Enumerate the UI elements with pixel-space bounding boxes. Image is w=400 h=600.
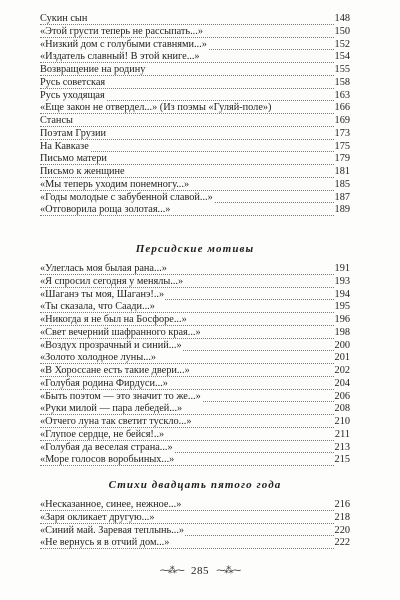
toc-entry-title: «Низкий дом с голубыми ставнями...» [40,38,207,50]
ornament-left-icon: ⁓⁂⁓ [159,565,184,575]
toc-entry [40,204,350,217]
toc-entry [40,340,350,353]
toc-entry-title: Русь уходящая [40,89,105,101]
toc-entry-title: «Воздух прозрачный и синий...» [40,339,182,351]
toc-entry [40,128,350,141]
toc-entry [40,499,350,512]
toc-entry-title: Стансы [40,115,73,126]
toc-entry-page: 201 [334,352,350,364]
toc-entry-title: «Золото холодное луны...» [40,352,157,364]
toc-entry [40,416,350,429]
toc-entry [40,454,350,467]
toc-entry-title: «Голубая да веселая страна...» [40,441,173,453]
toc-entry-title: «Синий май. Заревая теплынь...» [40,524,185,536]
toc-entry [40,301,350,314]
toc-entry-page: 218 [334,511,350,523]
toc-entry-page: 206 [334,390,350,402]
toc-entry [40,77,350,90]
toc-entry [40,314,350,327]
toc-entry [40,90,350,103]
toc-entry-title: «Море голосов воробьиных...» [40,454,175,466]
toc-entry [40,102,350,115]
toc-entry-title: «Этой грусти теперь не рассыпать...» [40,25,203,37]
toc-entry-page: 196 [334,314,350,325]
toc-entry-title: «Годы молодые с забубенной славой...» [40,191,213,203]
toc-entry-page: 152 [334,38,350,50]
toc-entry-title: «Глупое сердце, не бейся!..» [40,428,165,440]
toc-entry-title: Письмо к женщине [40,166,125,177]
toc-entry [40,391,350,404]
toc-entry-title: «Улеглась моя былая рана...» [40,263,167,274]
toc-entry-page: 202 [334,365,350,376]
toc-entry-title: «Шаганэ ты моя, Шаганэ!..» [40,288,165,300]
toc-entry-page: 181 [334,166,350,177]
ornament-right-icon: ⁓⁂⁓ [216,565,241,575]
page-folio [0,565,400,577]
toc-entry-title: «Мы теперь уходим понемногу...» [40,178,190,190]
toc-entry [40,141,350,154]
toc-list-main [40,13,350,217]
toc-entry-title: «В Хороссане есть такие двери...» [40,365,190,376]
toc-entry-page: 150 [334,25,350,37]
toc-entry-title: «Руки милой — пара лебедей...» [40,403,183,415]
toc-entry-page: 204 [334,377,350,389]
toc-entry-page: 195 [334,301,350,313]
toc-entry-page: 210 [334,416,350,427]
toc-entry-title: На Кавказе [40,140,89,152]
toc-entry [40,289,350,302]
toc-entry-title: «Ты сказала, что Саади...» [40,301,155,313]
toc-list-poems-1925 [40,499,350,550]
toc-entry [40,153,350,166]
toc-entry-page: 216 [334,499,350,510]
toc-entry [40,378,350,391]
toc-entry-title: «Не вернусь я в отчий дом...» [40,537,170,549]
toc-entry-title: «Отговорила роща золотая...» [40,204,171,216]
toc-entry-title: Поэтам Грузии [40,127,106,139]
toc-entry-page: 158 [334,76,350,88]
toc-entry-title: «Никогда я не был на Босфоре...» [40,314,187,325]
toc-entry [40,51,350,64]
toc-entry [40,26,350,39]
toc-entry [40,179,350,192]
toc-entry [40,352,350,365]
toc-entry-page: 194 [334,288,350,300]
toc-entry-title: Сукин сын [40,13,88,24]
toc-entry-page: 208 [334,403,350,415]
toc-entry-page: 211 [334,428,350,440]
toc-entry-page: 198 [334,326,350,338]
toc-entry [40,39,350,52]
toc-entry-title: «Я спросил сегодня у менялы...» [40,275,184,287]
toc-entry-page: 193 [334,275,350,287]
toc-entry-page: 166 [334,102,350,114]
toc-entry [40,365,350,378]
toc-entry-page: 154 [334,51,350,63]
toc-entry-page: 175 [334,140,350,152]
toc-entry-page: 213 [334,441,350,453]
toc-entry-page: 200 [334,339,350,351]
toc-entry [40,525,350,538]
toc-entry [40,192,350,205]
toc-entry-page: 148 [334,13,350,24]
toc-entry [40,403,350,416]
toc-entry-title: «Быть поэтом — это значит то же...» [40,390,201,402]
toc-entry-page: 179 [334,153,350,165]
toc-entry-page: 155 [334,64,350,75]
toc-entry-page: 185 [334,178,350,190]
toc-entry-page: 189 [334,204,350,216]
toc-entry [40,429,350,442]
toc-entry-page: 187 [334,191,350,203]
section-title-poems-1925: Стихи двадцать пятого года [108,479,282,491]
toc-entry [40,276,350,289]
toc-entry-title: «Еще закон не отвердел...» (Из поэмы «Гуляй-поле») [40,102,272,114]
toc-entry [40,442,350,455]
toc-entry-title: «Заря окликает другую...» [40,511,155,523]
toc-entry [40,263,350,276]
section-title-persian: Персидские мотивы [135,243,255,255]
toc-entry [40,537,350,550]
toc-entry-title: «Издатель славный! В этой книге...» [40,51,200,63]
toc-entry [40,64,350,77]
toc-entry-title: «Голубая родина Фирдуси...» [40,377,168,389]
toc-list-persian [40,263,350,467]
toc-entry-page: 169 [334,115,350,126]
page-number: 285 [191,565,209,577]
toc-entry-title: Русь советская [40,76,106,88]
toc-entry-page: 173 [334,127,350,139]
toc-entry [40,512,350,525]
toc-entry-title: Возвращение на родину [40,64,146,75]
toc-entry-page: 222 [334,537,350,549]
toc-entry-title: Письмо матери [40,153,107,165]
toc-entry-page: 215 [334,454,350,466]
toc-entry [40,13,350,26]
toc-entry-page: 163 [334,89,350,101]
toc-entry-page: 220 [334,524,350,536]
toc-entry-title: «Свет вечерний шафранного края...» [40,326,201,338]
toc-entry-page: 191 [334,263,350,274]
toc-entry-title: «Отчего луна так светит тускло...» [40,416,192,427]
toc-entry [40,115,350,128]
toc-entry-title: «Несказанное, синее, нежное...» [40,499,182,510]
toc-entry [40,327,350,340]
toc-entry [40,166,350,179]
